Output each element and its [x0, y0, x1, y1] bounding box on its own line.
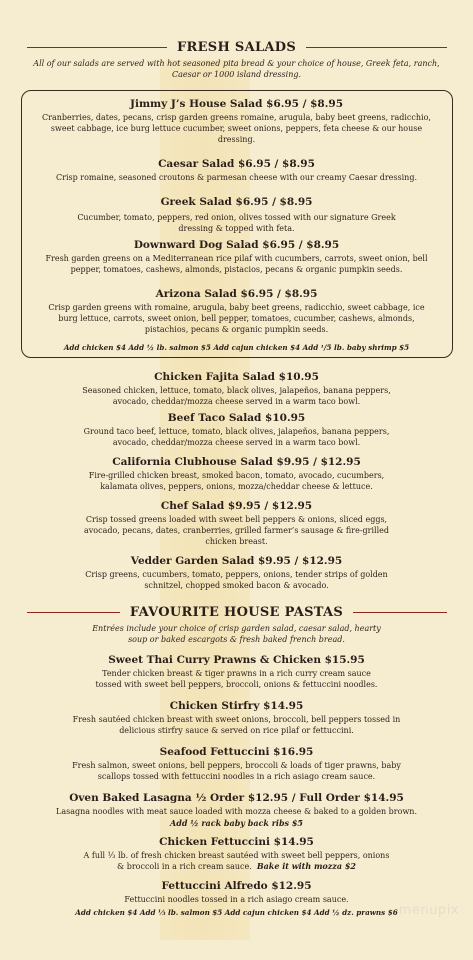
item-desc: Lasagna noodles with meat sauce loaded with mozza cheese & baked to a golden brown. [56, 807, 417, 816]
item-desc: Crisp garden greens with romaine, arugula, baby beet greens, radicchio, sweet cabbage, ice burg lettuce, carrots, sweet onion, bell pepper, tomatoes, cucumber, cashews, almonds, pistachios, pecans & organic pumpkin seeds. [48, 303, 425, 334]
menu-item [0, 699, 473, 736]
item-name: Chicken Fajita Salad $10.95 [154, 371, 319, 383]
item-name: Chef Salad $9.95 / $12.95 [160, 500, 313, 512]
menu-item [26, 195, 448, 234]
menu-item [0, 879, 473, 905]
item-desc: Crisp tossed greens loaded with sweet bell peppers & onions, sliced eggs, avocado, pecans, dates, cranberries, grilled farmer’s sausage & fire-grilled chicken breast. [83, 515, 390, 546]
item-name: California Clubhouse Salad $9.95 / $12.95 [112, 456, 361, 468]
item-name: Sweet Thai Curry Prawns & Chicken $15.95 [108, 654, 365, 666]
item-desc [80, 850, 393, 872]
item-desc: Crisp romaine, seasoned croutons & parmesan cheese with our creamy Caesar dressing. [56, 173, 417, 182]
pastas-header [17, 605, 457, 620]
watermark-text: menupix [398, 903, 459, 918]
menu-item [0, 835, 473, 872]
item-name: Vedder Garden Salad $9.95 / $12.95 [130, 555, 343, 567]
menu-item [0, 455, 473, 492]
item-desc: Fire-grilled chicken breast, smoked bacon, tomato, avocado, cucumbers, kalamata olives, peppers, onions, mozza/cheddar cheese & lettuce. [88, 471, 385, 491]
menu-item [26, 238, 448, 275]
item-name: Downward Dog Salad $6.95 / $8.95 [133, 239, 340, 251]
item-extra-text: Add ½ rack baby back ribs $5 [170, 818, 303, 828]
menu-item [26, 97, 448, 145]
salads-header [17, 40, 457, 55]
menu-item [0, 745, 473, 782]
item-desc: Fresh garden greens on a Mediterranean rice pilaf with cucumbers, carrots, sweet onion, bell pepper, tomatoes, cashews, almonds, pistacios, pecans & organic pumpkin seeds. [45, 254, 428, 274]
item-desc: Fettuccini noodles tossed in a rich asiago cream sauce. [124, 895, 349, 904]
menu-item [0, 499, 473, 547]
header-rule-right [306, 47, 446, 48]
item-name: Jimmy J’s House Salad $6.95 / $8.95 [129, 98, 343, 110]
header-rule-left [27, 47, 167, 48]
item-desc: Seasoned chicken, lettuce, tomato, black olives, jalapeños, banana peppers, avocado, cheddar/mozza cheese served in a warm taco bowl. [82, 386, 391, 406]
item-name: Beef Taco Salad $10.95 [167, 412, 306, 424]
salads-intro: All of our salads are served with hot seasoned pita bread & your choice of house, Greek feta, ranch, Caesar or 1000 island dressing. [33, 59, 440, 79]
menu-item [0, 554, 473, 591]
menu-item [0, 653, 473, 690]
item-desc: Crisp greens, cucumbers, tomato, peppers, onions, tender strips of golden schnitzel, chopped smoked bacon & avocado. [85, 570, 388, 590]
item-name: Chicken Fettuccini $14.95 [159, 836, 314, 848]
item-desc: Cranberries, dates, pecans, crisp garden greens romaine, arugula, baby beet greens, radicchio, sweet cabbage, ice burg lettuce cucumber, sweet onions, peppers, feta cheese & our house dressing. [42, 113, 431, 144]
menu-item [0, 411, 473, 448]
item-desc-text: A full ⅓ lb. of fresh chicken breast sautéed with sweet bell peppers, onions & broccoli in a rich cream sauce. [83, 851, 390, 871]
pastas-addons: Add chicken $4 Add ⅓ lb. salmon $5 Add cajun chicken $4 Add ½ dz. prawns $6 [75, 908, 398, 917]
salads-addons: Add chicken $4 Add ½ lb. salmon $5 Add cajun chicken $4 Add ¹/5 lb. baby shrimp $5 [63, 343, 410, 352]
salads-title: FRESH SALADS [176, 40, 297, 55]
menu-item [0, 370, 473, 407]
item-name: Oven Baked Lasagna ½ Order $12.95 / Full Order $14.95 [69, 792, 404, 804]
item-name: Fettuccini Alfredo $12.95 [161, 880, 312, 892]
header-rule-right [353, 612, 446, 613]
item-name: Seafood Fettuccini $16.95 [159, 746, 314, 758]
pastas-title: FAVOURITE HOUSE PASTAS [129, 605, 344, 620]
item-desc: Tender chicken breast & tiger prawns in a rich curry cream sauce tossed with sweet bell peppers, broccoli, onions & fettuccini noodles. [95, 669, 378, 689]
salads-box [21, 90, 453, 358]
item-desc: Fresh sautéed chicken breast with sweet onions, broccoli, bell peppers tossed in delicious stirfry sauce & served on rice pilaf or fettuccini. [72, 715, 401, 735]
item-desc: Ground taco beef, lettuce, tomato, black olives, jalapeños, banana peppers, avocado, cheddar/mozza cheese served in a warm taco bowl. [83, 427, 390, 447]
item-extra-text: Bake it with mozza $2 [256, 861, 356, 871]
item-extra [6, 818, 467, 829]
item-desc: Cucumber, tomato, peppers, red onion, olives tossed with our signature Greek dressing & topped with feta. [77, 213, 396, 233]
item-name: Greek Salad $6.95 / $8.95 [160, 196, 313, 208]
item-name: Arizona Salad $6.95 / $8.95 [155, 288, 318, 300]
header-rule-left [27, 612, 120, 613]
item-desc: Fresh salmon, sweet onions, bell peppers, broccoli & loads of tiger prawns, baby scallops tossed with fettuccini noodles in a rich asiago cream sauce. [72, 761, 401, 781]
item-name: Caesar Salad $6.95 / $8.95 [158, 158, 315, 170]
pastas-intro: Entrées include your choice of crisp garden salad, caesar salad, hearty soup or baked escargots & fresh baked french bread. [92, 624, 381, 644]
menu-item [0, 791, 473, 829]
item-name: Chicken Stirfry $14.95 [169, 700, 304, 712]
menu-item [26, 157, 448, 183]
menu-item [26, 287, 448, 335]
